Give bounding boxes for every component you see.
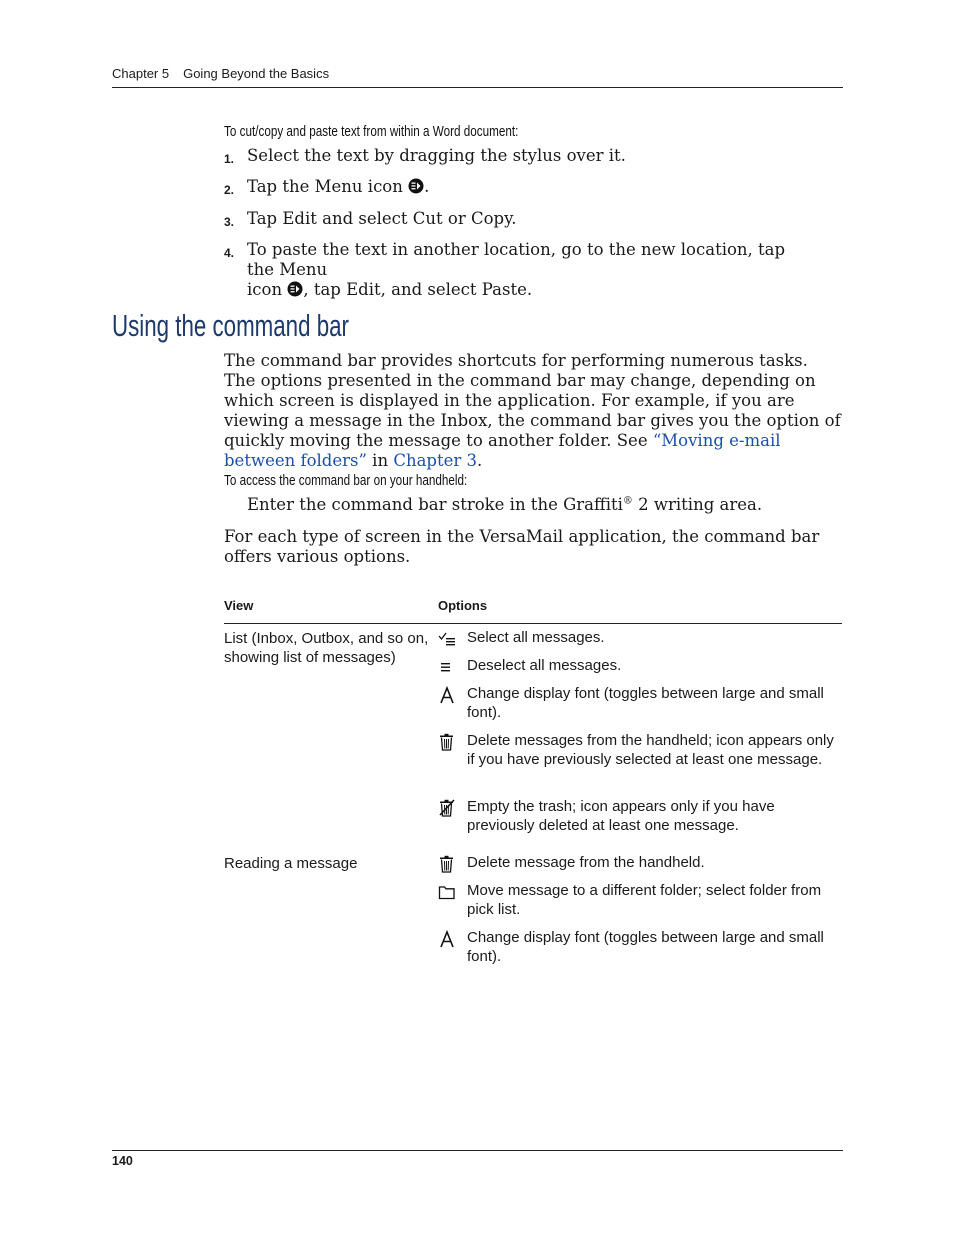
footer-rule (112, 1150, 843, 1151)
running-header (112, 66, 329, 81)
enter-instruction: Enter the command bar stroke in the Graffiti® 2 writing area. (247, 495, 763, 514)
chapter-title: Going Beyond the Basics (183, 66, 330, 81)
column-header-options: Options (438, 598, 488, 613)
header-rule (112, 87, 843, 88)
table-header-rule (224, 623, 842, 624)
font-icon (438, 686, 456, 704)
procedure-heading-cut-copy: To cut/copy and paste text from within a Word document: (224, 123, 519, 140)
chapter-label: Chapter 5 (112, 66, 170, 81)
select-all-icon (438, 630, 456, 648)
link-moving-email[interactable]: “Moving e-mail between folders” (224, 431, 781, 470)
empty-trash-icon (438, 799, 456, 817)
procedure-heading-access: To access the command bar on your handheld: (224, 472, 468, 489)
view-cell-list: List (Inbox, Outbox, and so on, showing list of messages) (224, 630, 429, 666)
column-header-view: View (224, 598, 254, 613)
font-icon (438, 930, 456, 948)
intro-paragraph: The command bar provides shortcuts for performing numerous tasks. The options presented in the command bar may change, depending on which screen is displayed in the application. For example, if you are viewing a message in the Inbox, the command bar gives you the option of quickly moving the message to another folder. See “Moving e-mail between folders” in Chapter 3. (224, 351, 841, 470)
link-chapter-3[interactable]: Chapter 3 (393, 451, 478, 470)
deselect-all-icon (438, 658, 456, 676)
menu-icon (287, 281, 303, 297)
trash-icon (438, 733, 456, 751)
options-paragraph: For each type of screen in the VersaMail application, the command bar offers various options. (224, 527, 820, 566)
page-number: 140 (112, 1154, 133, 1168)
view-cell-reading: Reading a message (224, 855, 358, 872)
menu-icon (408, 178, 424, 194)
trash-icon (438, 855, 456, 873)
section-title: Using the command bar (112, 308, 349, 343)
folder-icon (438, 883, 456, 901)
